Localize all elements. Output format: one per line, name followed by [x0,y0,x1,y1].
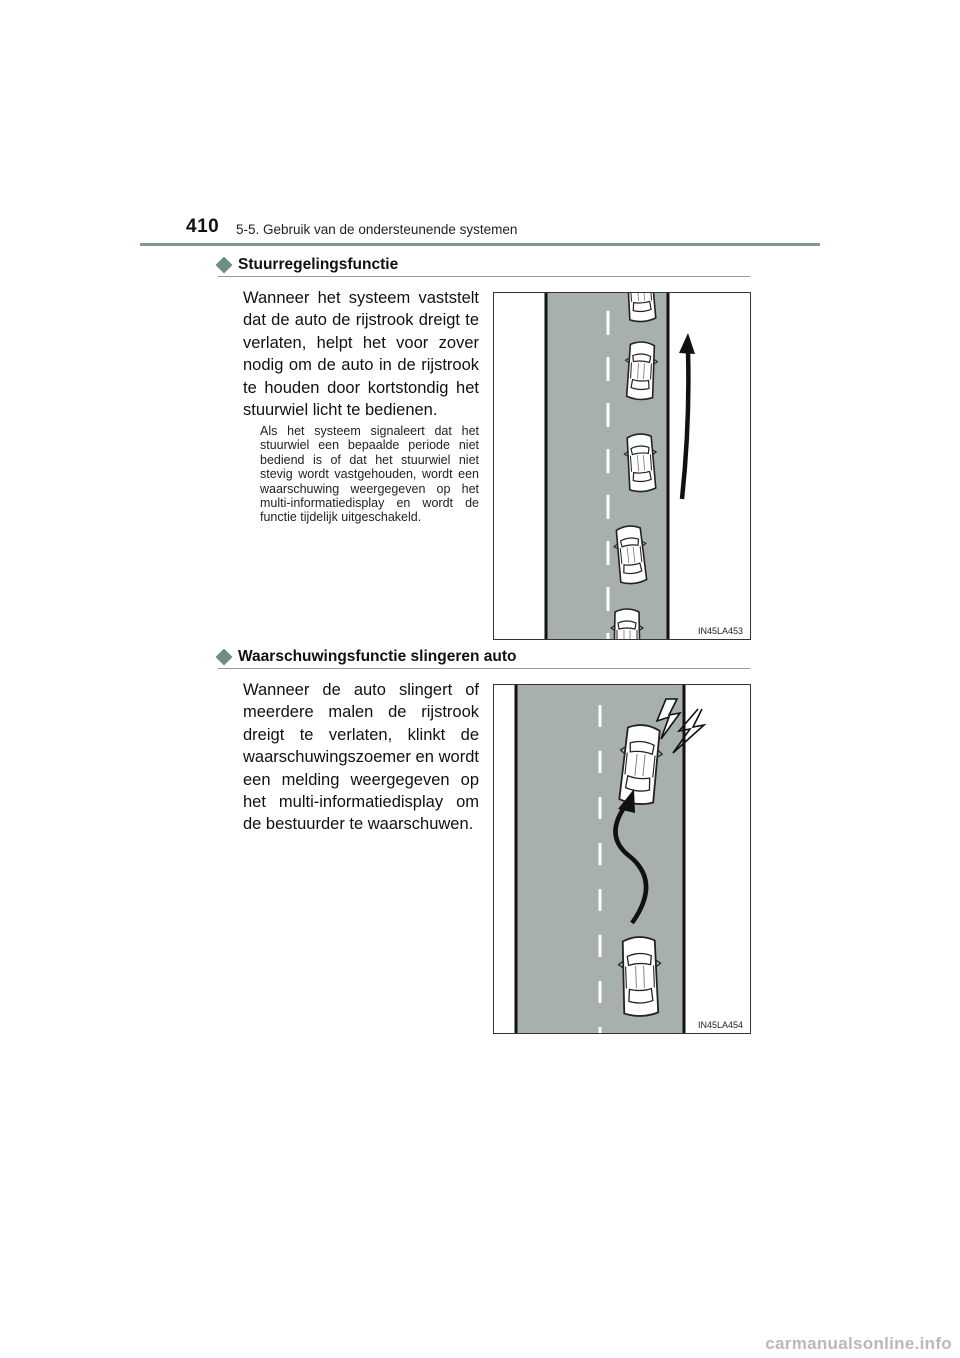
section-title: Waarschuwingsfunctie slingeren auto [238,648,517,665]
section-rule [218,668,750,669]
section-heading-sway-warning [218,646,516,668]
section-body: Wanneer de auto slingert of meerdere malen de rijstrook dreigt te verlaten, klinkt de waarschuwingszoemer en wordt een melding weergegeven op het multi-informatiedisplay om de bestuurder te waarschuwen. [243,681,479,834]
chapter-title: 5-5. Gebruik van de ondersteunende systemen [236,222,518,237]
figure-code: IN45LA454 [697,1020,743,1030]
diamond-bullet-icon [216,649,233,666]
diamond-bullet-icon [216,257,233,274]
section-rule [218,276,750,277]
section-title: Stuurregelingsfunctie [238,256,399,273]
section-heading-steering [218,254,398,276]
watermark: carmanualsonline.info [765,1334,952,1353]
section-note: Als het systeem signaleert dat het stuurwiel een bepaalde periode niet bediend is of dat het stuurwiel niet stevig wordt vastgehouden, wordt een waarschuwing weergegeven op het multi-informatiedisplay en wordt de functie tijdelijk uitgeschakeld. [260,424,479,525]
figure-sway-warning [493,684,751,1034]
header-rule [140,243,820,246]
figure-code: IN45LA453 [697,626,743,636]
page-number: 410 [186,216,220,237]
figure-steering-assist [493,292,751,640]
section-body: Wanneer het systeem vaststelt dat de auto de rijstrook dreigt te verlaten, helpt het voor zover nodig om de auto in de rijstrook te houden door kortstondig het stuurwiel licht te bedienen. [243,289,479,420]
